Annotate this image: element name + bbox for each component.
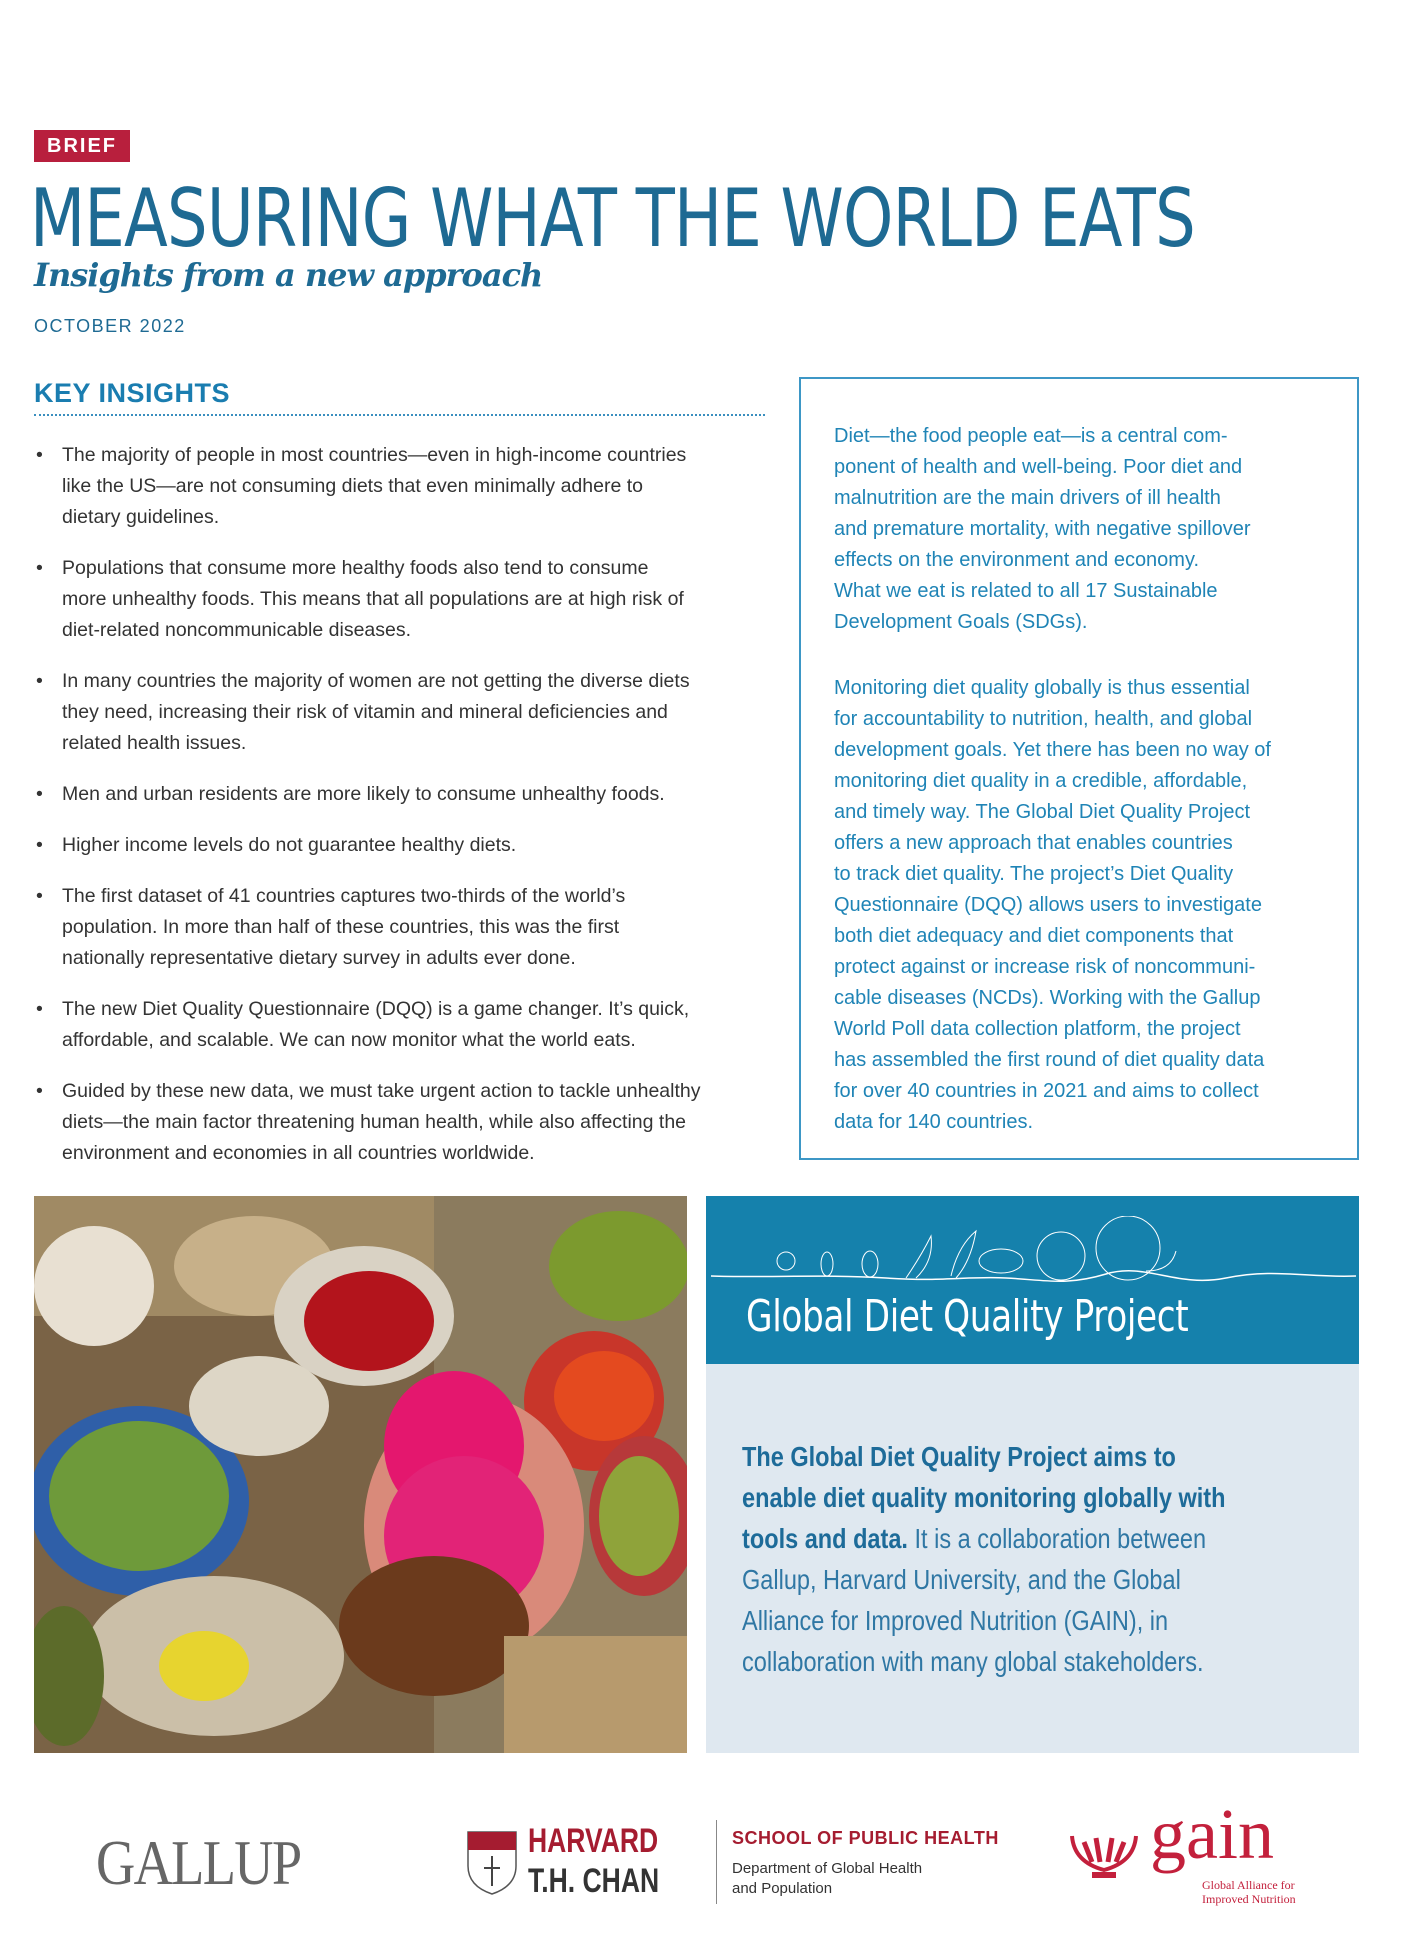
project-text-line: Alliance for Improved Nutrition (GAIN), in [742,1605,1169,1636]
department-line-2: and Population [732,1880,833,1897]
page-title: MEASURING WHAT THE WORLD EATS [30,172,1195,265]
harvard-shield-icon [466,1830,518,1896]
key-insight-line: dietary guidelines. [62,506,220,528]
key-insight-line: affordable, and scalable. We can now monitor what the world eats. [62,1029,636,1051]
project-bold-line: enable diet quality monitoring globally with [742,1482,1226,1513]
sidebox-line: malnutrition are the main drivers of ill health [834,487,1221,509]
sidebox-line: monitoring diet quality in a credible, affordable, [834,770,1248,792]
project-banner [706,1196,1359,1364]
gain-wheat-icon [1064,1832,1144,1882]
sidebox-line: Development Goals (SDGs). [834,611,1088,633]
sidebox-line: Monitoring diet quality globally is thus essential [834,677,1250,699]
key-insight-line: they need, increasing their risk of vitamin and mineral deficiencies and [62,701,668,723]
page-subtitle: Insights from a new approach [34,256,543,294]
key-insight-line: • The first dataset of 41 countries captures two-thirds of the world’s [62,885,626,907]
key-insight-line: • Guided by these new data, we must take urgent action to tackle unhealthy [62,1080,701,1102]
key-insight-line: • Populations that consume more healthy foods also tend to consume [62,557,649,579]
key-insight-line: • Men and urban residents are more likely to consume unhealthy foods. [62,783,665,805]
key-insights-heading: KEY INSIGHTS [34,378,231,408]
key-insight-line: diet-related noncommunicable diseases. [62,619,412,641]
sidebox-line: effects on the environment and economy. [834,549,1200,571]
logo-divider [716,1820,717,1904]
gain-wordmark: gain [1150,1794,1274,1874]
sidebox-line: has assembled the first round of diet quality data [834,1049,1265,1071]
sidebox-line: to track diet quality. The project’s Diet Quality [834,863,1234,885]
key-insight-line: • Higher income levels do not guarantee healthy diets. [62,834,517,856]
school-name: SCHOOL OF PUBLIC HEALTH [732,1828,999,1848]
key-insights-list [34,440,774,1189]
sidebox-line: protect against or increase risk of noncommuni- [834,956,1256,978]
key-insight-line: like the US—are not consuming diets that even minimally adhere to [62,475,643,497]
key-insight-item [34,666,774,759]
sidebox-paragraph [834,421,1250,638]
project-bold-line: tools and data. [742,1523,908,1554]
publication-date: OCTOBER 2022 [34,316,186,336]
key-insight-line: diets—the main factor threatening human health, while also affecting the [62,1111,687,1133]
sidebox-line: both diet adequacy and diet components that [834,925,1234,947]
project-description-box [706,1364,1359,1753]
sidebox-line: for over 40 countries in 2021 and aims to collect [834,1080,1259,1102]
sidebox-line: cable diseases (NCDs). Working with the Gallup [834,987,1261,1009]
key-insight-item [34,440,774,533]
key-insight-line: nationally representative dietary survey in adults ever done. [62,947,576,969]
sidebox-line: and premature mortality, with negative spillover [834,518,1251,540]
project-bold-line: The Global Diet Quality Project aims to [742,1441,1176,1472]
sidebox-line: Questionnaire (DQQ) allows users to investigate [834,894,1262,916]
chan-wordmark: T.H. CHAN [528,1862,660,1900]
project-banner-title: Global Diet Quality Project [746,1291,1189,1342]
dotted-divider [34,414,765,416]
sidebox-line: and timely way. The Global Diet Quality Project [834,801,1251,823]
key-insight-item [34,881,774,974]
department-line-1: Department of Global Health [732,1860,923,1877]
sidebox-paragraph [834,673,1271,1138]
intro-sidebox [799,377,1359,1160]
key-insight-line: related health issues. [62,732,247,754]
key-insight-item [34,553,774,646]
key-insight-line: • In many countries the majority of women are not getting the diverse diets [62,670,690,692]
harvard-wordmark: HARVARD [528,1822,659,1860]
gain-tagline-2: Improved Nutrition [1202,1892,1296,1906]
project-text-line: collaboration with many global stakeholders. [742,1646,1204,1677]
key-insight-line: more unhealthy foods. This means that all populations are at high risk of [62,588,684,610]
sidebox-line: ponent of health and well-being. Poor diet and [834,456,1243,478]
key-insight-item [34,994,774,1056]
project-description [742,1436,1246,1682]
gain-tagline-1: Global Alliance for [1202,1878,1295,1892]
key-insight-item [34,1076,774,1169]
key-insight-item [34,830,774,861]
key-insight-line: population. In more than half of these countries, this was the first [62,916,620,938]
key-insight-line: • The new Diet Quality Questionnaire (DQQ) is a game changer. It’s quick, [62,998,690,1020]
project-text-line: Gallup, Harvard University, and the Global [742,1564,1181,1595]
sidebox-line: World Poll data collection platform, the project [834,1018,1241,1040]
market-photo [34,1196,687,1753]
key-insight-line: environment and economies in all countries worldwide. [62,1142,535,1164]
sidebox-line: Diet—the food people eat—is a central com- [834,425,1228,447]
sidebox-line: offers a new approach that enables countries [834,832,1233,854]
sidebox-line: What we eat is related to all 17 Sustainable [834,580,1218,602]
gallup-logo: GALLUP [96,1827,301,1898]
key-insight-item [34,779,774,810]
key-insight-line: • The majority of people in most countries—even in high-income countries [62,444,687,466]
brief-badge: BRIEF [34,130,130,162]
sidebox-line: data for 140 countries. [834,1111,1034,1133]
sidebox-line: development goals. Yet there has been no way of [834,739,1271,761]
project-text: It is a collaboration between [907,1523,1207,1554]
sidebox-line: for accountability to nutrition, health, and global [834,708,1253,730]
